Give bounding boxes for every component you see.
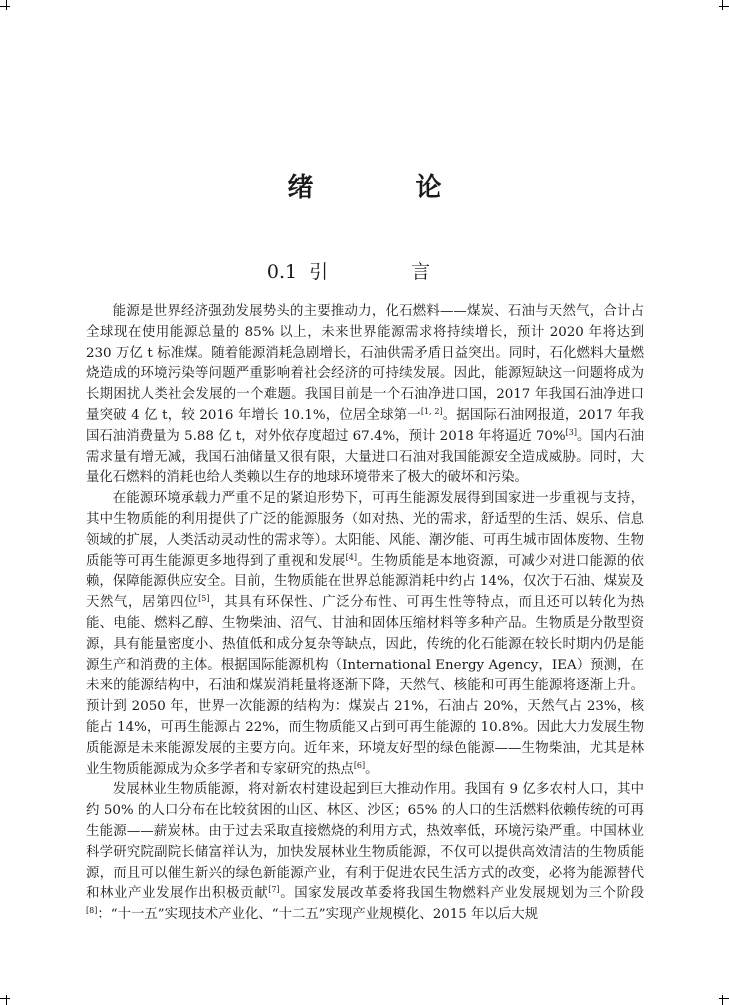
paragraph — [86, 780, 644, 926]
citation: [8] — [86, 906, 98, 916]
section-title: 引 言 — [309, 261, 463, 283]
section-heading — [0, 258, 729, 286]
crop-mark-top-left-horizontal — [0, 6, 10, 7]
citation: [5] — [198, 594, 210, 604]
crop-mark-bottom-right-horizontal — [719, 998, 729, 999]
crop-mark-bottom-left-vertical — [6, 995, 7, 1005]
crop-mark-top-left-vertical — [6, 0, 7, 10]
paragraph-text: 能源是世界经济强劲发展势头的主要推动力，化石燃料——煤炭、石油与天然气，合计占全球现在使用能源总量的 85% 以上，未来世界能源需求将持续增长，预计 2020 年将达到 230 万亿 t 标准煤。随着能源消耗急剧增长，石油供需矛盾日益突出。同时，石化燃料大量燃烧造成的环境污染等问题严重影响着社会经济的可持续发展。因此，能源短缺这一问题将成为长期困扰人类社会发展的一个难题。我国目前是一个石油净进口国，2017 年我国石油净进口量突破 4 亿 t，较 2016 年增长 10.1%，位居全球第一 — [86, 304, 644, 423]
section-number: 0.1 — [266, 261, 298, 283]
citation: [6] — [353, 760, 366, 770]
crop-mark-bottom-left-horizontal — [0, 998, 10, 999]
paragraph-text: 发展林业生物质能源，将对新农村建设起到巨大推动作用。我国有 9 亿多农村人口，其中约 50% 的人口分布在比较贫困的山区、林区、沙区；65% 的人口的生活燃料依赖传统的可再生能源——薪炭林。由于过去采取直接燃烧的利用方式，热效率低，环境污染严重。中国林业科学研究院副院长储富祥认为，加快发展林业生物质能源，不仅可以提供高效清洁的生物质能源，而且可以催生新兴的绿色新能源产业，有利于促进农民生活方式的改变，必将为能源替代和林业产业发展作出积极贡献 — [86, 782, 644, 902]
body-text — [86, 302, 644, 926]
paragraph-text: 。生物质能是本地资源，可减少对进口能源的依赖，保障能源供应安全。目前，生物质能在世界总能源消耗中约占 14%，仅次于石油、煤炭及天然气，居第四位 — [86, 553, 645, 611]
paragraph — [86, 489, 644, 780]
paragraph-text: 。国内石油需求量有增无减，我国石油储量又很有限，大量进口石油对我国能源安全造成威胁。同时，大量化石燃料的消耗也给人类赖以生存的地球环境带来了极大的破坏和污染。 — [86, 428, 644, 486]
citation: [1, 2] — [420, 406, 443, 416]
paragraph-text: 。 — [365, 761, 379, 777]
paragraph — [86, 302, 644, 489]
chapter-title: 绪 论 — [287, 173, 480, 203]
paragraph-text: ：“十一五”实现技术产业化、“十二五”实现产业规模化、2015 年以后大规 — [97, 907, 538, 923]
paragraph-text: 。国家发展改革委将我国生物燃料产业发展规划为三个阶段 — [279, 886, 644, 902]
citation: [3] — [565, 427, 577, 437]
paragraph-text: 。据国际石油网报道，2017 年我国石油消费量为 5.88 亿 t，对外依存度超过 67.4%，预计 2018 年将逼近 70% — [86, 407, 644, 444]
citation: [7] — [268, 885, 280, 895]
paragraph-text: 在能源环境承载力严重不足的紧迫形势下，可再生能源发展得到国家进一步重视与支持，其中生物质能的利用提供了广泛的能源服务（如对热、光的需求，舒适型的生活、娱乐、信息领域的扩展，人类活动灵动性的需求等）。太阳能、风能、潮汐能、可再生城市固体废物、生物质能等可再生能源更多地得到了重视和发展 — [86, 491, 644, 569]
paragraph-text: ，其具有环保性、广泛分布性、可再生性等特点，而且还可以转化为热能、电能、燃料乙醇、生物柴油、沼气、甘油和固体压缩材料等多种产品。生物质是分散型资源，具有能量密度小、热值低和成分复杂等缺点，因此，传统的化石能源在较长时期内仍是能源生产和消费的主体。根据国际能源机构（International Energy Agency，IEA）预测，在未来的能源结构中，石油和煤炭消耗量将逐渐下降，天然气、核能和可再生能源将逐渐上升。预计到 2050 年，世界一次能源的结构为：煤炭占 21%，石油占 20%，天然气占 23%，核能占 14%，可再生能源占 22%，而生物质能又占到可再生能源的 10.8%。因此大力发展生物质能源是未来能源发展的主要方向。近年来，环境友好型的绿色能源——生物柴油，尤其是林业生物质能源成为众多学者和专家研究的热点 — [86, 595, 645, 777]
crop-mark-bottom-right-vertical — [722, 995, 723, 1005]
crop-mark-top-right-horizontal — [719, 6, 729, 7]
crop-mark-top-right-vertical — [722, 0, 723, 10]
citation: [4] — [345, 552, 358, 562]
